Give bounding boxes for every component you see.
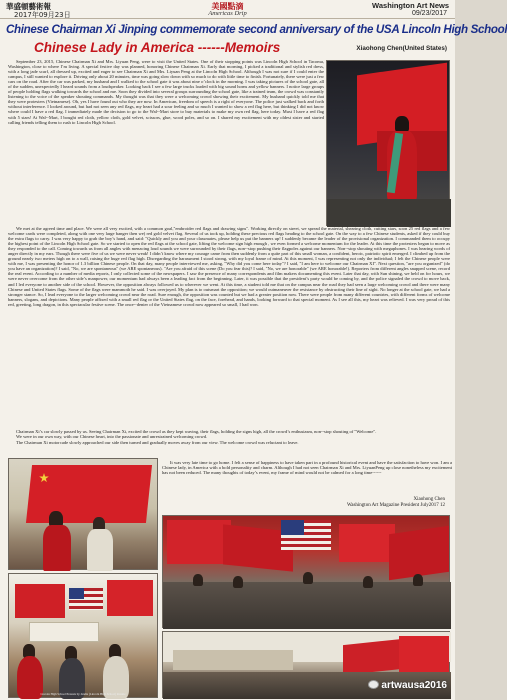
us-flag-shape	[69, 588, 103, 610]
crowd-shape	[163, 582, 451, 629]
subheadline: Chinese Lady in America ------Memoirs	[34, 40, 281, 55]
photo-caption: Lincoln High School Protests by Jandia (Lincoln High School) Ronnie	[40, 692, 126, 696]
red-flag-shape	[389, 526, 449, 580]
red-flag-shape	[339, 524, 395, 562]
person-head-shape	[233, 576, 243, 588]
red-flag-shape	[343, 639, 403, 675]
person-head-shape	[395, 116, 409, 132]
article-paragraph: Chairman Xi’s car slowly passed by us. Seeing Chairman Xi, excited the crowd as they kept waving, their flags, holding the signs high, all the crowd’s enthusiasm, non--stop shouting of "Welcome".	[16, 429, 377, 434]
article-paragraph: We were in our own way, with our Chinese heart, into the passionate and unrestrained welcoming crowd.	[16, 434, 208, 440]
watermark-text: artwausa2016	[381, 680, 447, 691]
paper-name-cn: 華盛頓藝術報	[6, 2, 51, 11]
paper-name-en: Washington Art News	[372, 1, 449, 10]
us-flag-shape	[281, 520, 331, 550]
section-title-cn: 美國點滴	[211, 2, 244, 11]
byline: Xiaohong Chen(United States)	[356, 45, 447, 52]
article-body-top	[8, 59, 324, 125]
red-flag-shape	[15, 584, 65, 618]
red-flag-shape	[107, 580, 153, 616]
person-head-shape	[193, 574, 203, 586]
article-paragraph: September 23, 2015, Chinese Chairman Xi and Mrs. Liyuan Peng, were to visit the United States. One of their stopping points was Lincoln High School in Tacoma, Washington, close to where I’m living. A special festive day was planned, honoring Chinese Chairman Xi. Early that morning, I picked a traditional and stylish red dress, with a long jade scarf, all dressed up, excited and eager to see Chairman Xi and Mrs. Liyuan Peng at the Lincoln High School. Although I was not sure if I could enter the campus, I still wanted to explore it. Driving only about 20 minutes, time was going slow down with so much to do with little time to finish. Fortunately, there were just a few cars on the road. After the car was parked, my husband and I walked to the school gate it was about nine o’clock in the morning. I was taking pictures of the school gate, all of the sudden, unexpectedly I heard sounds from a loudspeaker. Looking back I see a few large trucks loaded with big sound horns and yellow banners. I notice large groups of people holding flags walking towards the school and me. Soon they divided into several groups surrounding the school gate, like a trained team, the crowd was constantly listening to the voice of the speaker shouting commands. My thought was that they were a welcoming crowd showing their excitement. My husband quickly told me that they were protesters (Vietnamese). Oh, yes I have found out who they are now. In American, freedom of speech is a right of everyone. The police just walked back and forth without interference. I looked around, but had not seen any red flags, my heart had a sour feeling and so much I wanted to show a red flag here, but thinking I did not know where could I have a red flag. I immediately made the decision to go to the Wal--Mart store to buy materials to make my own red flag, here today. Must I have a red flag with 5 stars! At Wal--Mart, I bought red cloth, yellow cloth, gold velvet, scissors, glue, wood poles, and so on. I shared my excitement with my oldest sister and started calling friends telling them to rush to Lincoln High School.	[8, 59, 324, 125]
article-paragraph: We met at the agreed time and place. We were all very excited, with a common goal,"embroider red flags and drawing signs". Working directly on street, we spread the material, shearing cloth, cutting stars, soon 25 red flags and a few welcome cards were completed, along with one very large banger then we) red gold velvet flag. Several of us took up, holding these precious red flags heading to the school gate. On the way to a few Chinese students, asked if they could buy the extra flags to carry. I was very happy to grab the boy’s hand, and said: "Quickly and you and your classmates, please help us put the banners up! I suddenly became the leader of the provisional organization. I commanded them to occupy the highest point of the Lincoln High School gate. So we started to open the red flags at the school gate, lifting the welcome sign high enough , we even formed a welcome momentum for the leader. At this time the protesters began to move as they responded to the call. Coming towards us from all angles with menacing loud sounds we were surrounded by their flags, non--stop pushing their flagpoles against our banners. Non--stop shouting with megaphones. I was hearing words of anger directly in my ears. Though there were five of us we were never weak! I didn’t know where my courage came from then suddenly from a quite part of this small woman, a confident, heroic, patriotic spirit emerged. I climbed up from the ground nearly two meters high on to a wall, raising the huge red flag high. Disregarding the harassment I stood strong, with my loyal frame of mind. At this moment, I was representing not only the individual; I felt the Chinese people were with me, I was presenting the honor of 1.3 billion Chinese people. On that day, many people interviewed me, asking, "Why did you come here today"? I said, "I am here to welcome our Chairman XI". Next question, "are you organized" (do you have an organization)? I said, "No, we are spontaneous" (we ARE spontaneous). "Are you afraid of this scene (Do you fear this)? I said, "No, we are honorable" (we ARE honorable!). Reporters from different angles snapped scene, record the real event. According to a number of media reports, I only collected some of the newspapers. I saw the presence of many correspondents and film makers documenting this event. Later that day, with Sun shining, we held on for hours, we were never overcome from the other side’s manpower, our momentum had always been a leading fact from the beginning. Later, it was possible that the president’s party would be coming by, and the police signaled the crowd to move back, and I led everyone to another side of the school. However, the opposition always followed us to wherever we went. At this time, a student told me that on the campus near the road they had seen a large welcoming crowd and there were many Chinese and United States flags. Some of the flags were mammoth he said. I was overjoyed. My plan is to outsmart the opposition; we would outmaneuver the resistance by obstructing their line of sight. No longer at the school gate, we had a stronger stance. So, I lead everyone to the larger welcoming crowd near the road. Sure enough, the opposition was counted but we had a greater position now. There were people from many different countries, with different forms of welcome banners, slogans, and depictions. Many people affixed with a small red flag or the United States flag, on the face, forehead, and hands, looking forward to that special moment. As I see all this, my heart was relieved. I was very proud of this red, greeting, long dragon, in this spectacular festive scene. The once--denier of the Vietnamese crowd now appeared so small, I had won.	[8, 226, 450, 307]
author-title: Washington Art Magazine President July2017 12	[346, 503, 445, 508]
issue-date-cn: 2017年09月23日	[14, 11, 71, 19]
red-dress-shape	[43, 525, 71, 571]
headline: Chinese Chairman Xi Jinping commemorate second anniversary of the USA Lincoln High School	[6, 23, 507, 36]
person-head-shape	[363, 576, 373, 588]
watermark	[368, 680, 447, 691]
photo-flag-holders	[8, 458, 158, 570]
red-flag-shape	[26, 465, 152, 523]
article-paragraph: It was very late time to go home. I felt a sense of happiness to have taken part in a profound historical event and have the satisfaction to have won. I am a Chinese lady, in America with a bold personality and charm. Although I had not seen Chairman Xi and Mrs. LiyuanPeng up close nonetheless my excitement has not been reduced. The many thoughts of today’s event, my frame of mind would not be calmed for a long time------	[162, 460, 452, 476]
red-flag-shape	[399, 636, 449, 672]
masthead	[0, 0, 455, 19]
section-title-en: Americas Drip	[208, 10, 247, 17]
building-shape	[173, 650, 293, 670]
photo-welcome-crowd	[162, 515, 450, 628]
issue-date: 09/23/2017	[411, 10, 447, 17]
ground-shape	[327, 199, 451, 227]
article-body-full	[8, 226, 450, 307]
article-body-ending	[162, 460, 452, 476]
author-signature: Xiaohong Chen	[413, 497, 445, 502]
red-flag-shape	[167, 520, 231, 564]
person-head-shape	[303, 572, 313, 584]
person-body-shape	[87, 529, 113, 571]
article-body-closing	[8, 429, 450, 445]
welcome-sign-shape	[29, 622, 99, 642]
person-head-shape	[413, 574, 423, 586]
photo-group-banners	[8, 573, 158, 698]
wechat-icon	[368, 680, 379, 689]
photo-woman-with-flag	[326, 60, 450, 226]
article-paragraph: The Chairman Xi motorcade slowly approached our side then turned and gradually moves away from our view. The welcome crowd was reluctant to leave.	[16, 439, 299, 445]
